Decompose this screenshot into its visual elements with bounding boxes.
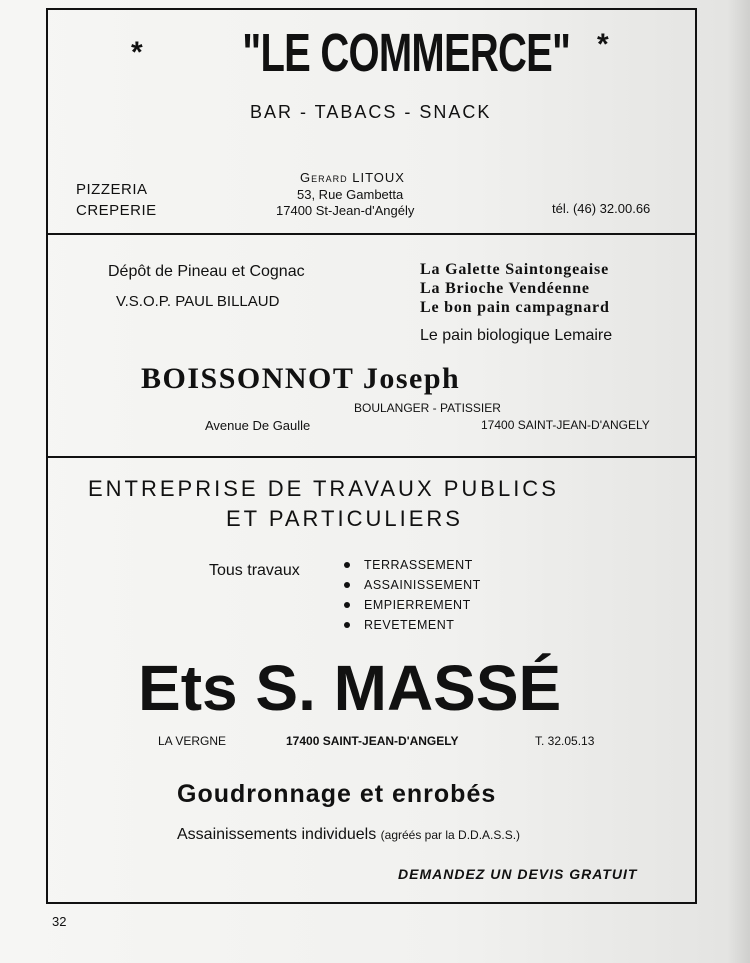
commerce-owner: Gerard LITOUX	[300, 170, 405, 185]
masse-name: Ets S. MASSÉ	[138, 652, 562, 724]
service-empierrement: EMPIERREMENT	[364, 598, 471, 612]
masse-assainissements	[177, 826, 520, 844]
commerce-title: "LE COMMERCE"	[242, 23, 571, 83]
service-item	[344, 615, 481, 635]
commerce-address-2: 17400 St-Jean-d'Angély	[276, 203, 415, 218]
vsop-text: V.S.O.P. PAUL BILLAUD	[116, 293, 280, 310]
commerce-address-1: 53, Rue Gambetta	[297, 187, 404, 202]
devis-text: DEMANDEZ UN DEVIS GRATUIT	[398, 866, 638, 882]
tous-travaux-label: Tous travaux	[209, 562, 300, 579]
masse-heading-1: ENTREPRISE DE TRAVAUX PUBLICS	[88, 476, 559, 501]
agrees-text: (agréés par la D.D.A.S.S.)	[380, 828, 521, 842]
boissonnot-name: BOISSONNOT Joseph	[141, 362, 461, 395]
product-pain: Le bon pain campagnard	[420, 299, 610, 316]
pizzeria-label: PIZZERIA	[76, 181, 148, 198]
divider-middle	[46, 456, 697, 458]
page-number: 32	[52, 914, 67, 929]
depot-text: Dépôt de Pineau et Cognac	[108, 263, 305, 280]
bullet-icon	[344, 562, 350, 568]
bio-text: Le pain biologique Lemaire	[420, 327, 613, 344]
product-galette: La Galette Saintongeaise	[420, 261, 609, 278]
service-assainissement: ASSAINISSEMENT	[364, 578, 481, 592]
creperie-label: CREPERIE	[76, 202, 157, 219]
product-brioche: La Brioche Vendéenne	[420, 280, 590, 297]
masse-specialty: Goudronnage et enrobés	[177, 780, 497, 808]
boissonnot-trade: BOULANGER - PATISSIER	[354, 401, 501, 415]
services-list	[344, 555, 481, 635]
service-revetement: REVETEMENT	[364, 618, 455, 632]
bullet-icon	[344, 622, 350, 628]
star-left: *	[131, 36, 143, 69]
bullet-icon	[344, 602, 350, 608]
masse-locality: LA VERGNE	[158, 734, 227, 748]
service-terrassement: TERRASSEMENT	[364, 558, 473, 572]
service-item	[344, 595, 481, 615]
boissonnot-city: 17400 SAINT-JEAN-D'ANGELY	[481, 418, 650, 432]
boissonnot-street: Avenue De Gaulle	[205, 418, 311, 433]
masse-phone: T. 32.05.13	[535, 734, 595, 748]
masse-city: 17400 SAINT-JEAN-D'ANGELY	[286, 734, 459, 748]
assain-text: Assainissements individuels	[177, 826, 377, 843]
masse-heading-2: ET PARTICULIERS	[226, 506, 463, 531]
commerce-phone: tél. (46) 32.00.66	[552, 201, 651, 216]
commerce-subtitle: BAR - TABACS - SNACK	[250, 102, 492, 122]
service-item	[344, 575, 481, 595]
bullet-icon	[344, 582, 350, 588]
service-item	[344, 555, 481, 575]
divider-top	[46, 233, 697, 235]
star-right: *	[597, 28, 609, 61]
